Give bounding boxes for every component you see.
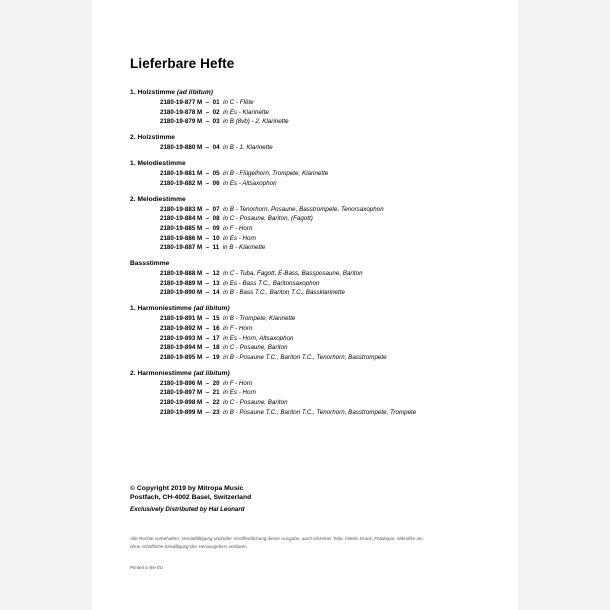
item-separator: – xyxy=(205,108,210,116)
list-item xyxy=(130,315,490,322)
item-number: 08 xyxy=(212,215,220,223)
item-code: 2180-19-889 M xyxy=(160,279,203,287)
item-separator: – xyxy=(205,224,210,232)
part-group xyxy=(130,370,490,416)
list-item xyxy=(130,289,490,296)
item-code: 2180-19-888 M xyxy=(160,270,203,278)
item-code: 2180-19-877 M xyxy=(160,99,203,106)
item-code: 2180-19-881 M xyxy=(160,170,203,178)
item-description: in B - Posaune T.C., Bariton T.C., Tenorhorn, Basstrompete, Trompete xyxy=(223,408,417,416)
item-code: 2180-19-895 M xyxy=(160,353,203,361)
item-code: 2180-19-891 M xyxy=(160,315,203,323)
item-number: 01 xyxy=(212,99,220,106)
item-separator: – xyxy=(205,334,210,342)
item-separator: – xyxy=(205,234,210,242)
item-separator: – xyxy=(205,408,210,416)
item-separator: – xyxy=(205,315,210,323)
list-item xyxy=(130,180,490,187)
item-number: 11 xyxy=(212,244,220,252)
part-group-heading-main: 1. Melodiestimme xyxy=(130,160,186,168)
item-separator: – xyxy=(205,144,210,152)
item-description: in B - Trompete, Klarinette xyxy=(223,315,296,323)
item-separator: – xyxy=(205,205,210,213)
list-item xyxy=(130,109,490,116)
item-code: 2180-19-882 M xyxy=(160,179,203,187)
item-description: in Es - Bass T.C., Baritonsaxophon xyxy=(223,279,320,287)
item-code: 2180-19-894 M xyxy=(160,344,203,352)
item-code: 2180-19-883 M xyxy=(160,205,203,213)
item-code: 2180-19-886 M xyxy=(160,234,203,242)
item-number: 22 xyxy=(212,398,220,406)
item-description: in Es - Horn xyxy=(223,389,256,397)
item-separator: – xyxy=(205,99,210,106)
item-number: 17 xyxy=(212,334,220,342)
list-item xyxy=(130,389,490,396)
list-item xyxy=(130,225,490,232)
part-group-heading-qualifier: (ad libitum) xyxy=(191,369,230,377)
item-description: in C - Flöte xyxy=(223,99,254,106)
item-description: in Es - Klarinette xyxy=(223,108,269,116)
item-description: in B - Posaune T.C., Bariton T.C., Tenorhorn, Basstrompete xyxy=(223,353,387,361)
item-separator: – xyxy=(205,179,210,187)
item-description: in C - Posaune, Bariton, (Fagott) xyxy=(223,215,313,223)
item-number: 23 xyxy=(212,408,220,416)
part-group-heading-main: 1. Harmoniestimme xyxy=(130,305,192,313)
item-code: 2180-19-893 M xyxy=(160,334,203,342)
item-number: 04 xyxy=(212,144,220,152)
item-number: 06 xyxy=(212,179,220,187)
item-description: in C - Tuba, Fagott, E-Bass, Bassposaune, Bariton xyxy=(223,270,363,278)
copyright-line-1: © Copyright 2019 by Mitropa Music xyxy=(130,485,244,492)
part-group xyxy=(130,134,490,151)
item-code: 2180-19-884 M xyxy=(160,215,203,223)
part-group-heading xyxy=(130,260,490,267)
part-group-heading xyxy=(130,305,490,312)
part-group-heading-main: Bassstimme xyxy=(130,260,170,268)
item-description: in B - Flügelhorn, Trompete, Klarinette xyxy=(223,170,329,178)
part-group-heading-main: 2. Harmoniestimme xyxy=(130,369,192,377)
list-item xyxy=(130,335,490,342)
item-description: in B - Tenorhorn, Posaune, Basstrompete, Tenorsaxophon xyxy=(223,205,384,213)
part-group xyxy=(130,160,490,187)
distributor-line: Exclusively Distributed by Hal Leonard xyxy=(130,505,245,513)
page-title: Lieferbare Hefte xyxy=(130,56,235,71)
legal-notice: Alle Rechte vorbehalten, Vervielfältigung und/oder Veröffentlichung dieser Ausgabe, auch einzelner Teile, mittels Druck, Fotokopie, Mikrofilm etc. ohne schriftliche Einwilligung des Herausgebers verboten xyxy=(130,535,424,549)
item-description: in B (8vb) - 2. Klarinette xyxy=(223,118,289,126)
part-group-heading xyxy=(130,134,490,141)
item-description: in Es - Horn xyxy=(223,234,256,242)
item-number: 21 xyxy=(212,389,220,397)
item-separator: – xyxy=(205,398,210,406)
item-code: 2180-19-890 M xyxy=(160,289,203,297)
item-description: in F - Horn xyxy=(223,224,253,232)
item-code: 2180-19-885 M xyxy=(160,224,203,232)
item-separator: – xyxy=(205,389,210,397)
item-description: in B - Bass T.C., Bariton T.C., Bassklarinette xyxy=(223,289,345,297)
item-number: 20 xyxy=(212,379,220,387)
copyright-line-2: Postfach, CH-4002 Basel, Switzerland xyxy=(130,493,252,501)
item-number: 16 xyxy=(212,324,220,332)
item-code: 2180-19-887 M xyxy=(160,244,203,252)
list-item xyxy=(130,344,490,351)
parts-list xyxy=(130,89,490,416)
item-code: 2180-19-879 M xyxy=(160,118,203,126)
item-number: 13 xyxy=(212,279,220,287)
part-group-heading xyxy=(130,160,490,167)
item-separator: – xyxy=(205,279,210,287)
part-group xyxy=(130,260,490,296)
item-number: 05 xyxy=(212,170,220,178)
item-separator: – xyxy=(205,289,210,297)
list-item xyxy=(130,380,490,387)
item-separator: – xyxy=(205,118,210,126)
list-item xyxy=(130,99,490,106)
item-separator: – xyxy=(205,215,210,223)
list-item xyxy=(130,206,490,213)
part-group xyxy=(130,305,490,360)
list-item xyxy=(130,244,490,251)
item-description: in B - 1. Klarinette xyxy=(223,144,273,152)
item-number: 19 xyxy=(212,353,220,361)
part-group-heading xyxy=(130,196,490,203)
list-item xyxy=(130,118,490,125)
item-separator: – xyxy=(205,170,210,178)
item-number: 12 xyxy=(212,270,220,278)
list-item xyxy=(130,354,490,361)
list-item xyxy=(130,280,490,287)
list-item xyxy=(130,325,490,332)
item-description: in C - Posaune, Bariton xyxy=(223,344,288,352)
part-group-heading xyxy=(130,89,490,96)
item-number: 09 xyxy=(212,224,220,232)
printed-in-line: Printed in the EU xyxy=(130,564,164,570)
document-content xyxy=(130,56,490,425)
item-description: in Es - Altsaxophon xyxy=(223,179,277,187)
item-number: 15 xyxy=(212,315,220,323)
item-code: 2180-19-880 M xyxy=(160,144,203,152)
list-item xyxy=(130,170,490,177)
part-group-heading-qualifier: (ad libitum) xyxy=(175,89,214,96)
item-description: in B - Klarinette xyxy=(222,244,266,252)
list-item xyxy=(130,399,490,406)
list-item xyxy=(130,144,490,151)
part-group-heading-main: 2. Melodiestimme xyxy=(130,195,186,203)
item-separator: – xyxy=(205,244,210,252)
item-number: 18 xyxy=(212,344,220,352)
item-code: 2180-19-897 M xyxy=(160,389,203,397)
part-group-heading-main: 1. Holzstimme xyxy=(130,89,175,96)
item-number: 10 xyxy=(212,234,220,242)
list-item xyxy=(130,270,490,277)
item-code: 2180-19-898 M xyxy=(160,398,203,406)
item-description: in Es - Horn, Altsaxophon xyxy=(223,334,294,342)
list-item xyxy=(130,215,490,222)
document-footer xyxy=(130,485,490,570)
item-separator: – xyxy=(205,270,210,278)
item-description: in F - Horn xyxy=(223,324,253,332)
part-group xyxy=(130,196,490,251)
item-description: in C - Posaune, Bariton xyxy=(223,398,288,406)
list-item xyxy=(130,235,490,242)
part-group xyxy=(130,89,490,125)
item-description: in F - Horn xyxy=(223,379,253,387)
item-number: 03 xyxy=(212,118,220,126)
item-separator: – xyxy=(205,379,210,387)
item-code: 2180-19-896 M xyxy=(160,379,203,387)
item-code: 2180-19-878 M xyxy=(160,108,203,116)
part-group-heading-qualifier: (ad libitum) xyxy=(191,305,230,313)
document-page xyxy=(92,0,518,610)
item-separator: – xyxy=(205,344,210,352)
item-separator: – xyxy=(205,353,210,361)
item-code: 2180-19-899 M xyxy=(160,408,203,416)
part-group-heading-main: 2. Holzstimme xyxy=(130,134,175,142)
item-separator: – xyxy=(205,324,210,332)
item-number: 02 xyxy=(212,108,220,116)
item-code: 2180-19-892 M xyxy=(160,324,203,332)
part-group-heading xyxy=(130,370,490,377)
list-item xyxy=(130,409,490,416)
item-number: 14 xyxy=(212,289,220,297)
item-number: 07 xyxy=(212,205,220,213)
